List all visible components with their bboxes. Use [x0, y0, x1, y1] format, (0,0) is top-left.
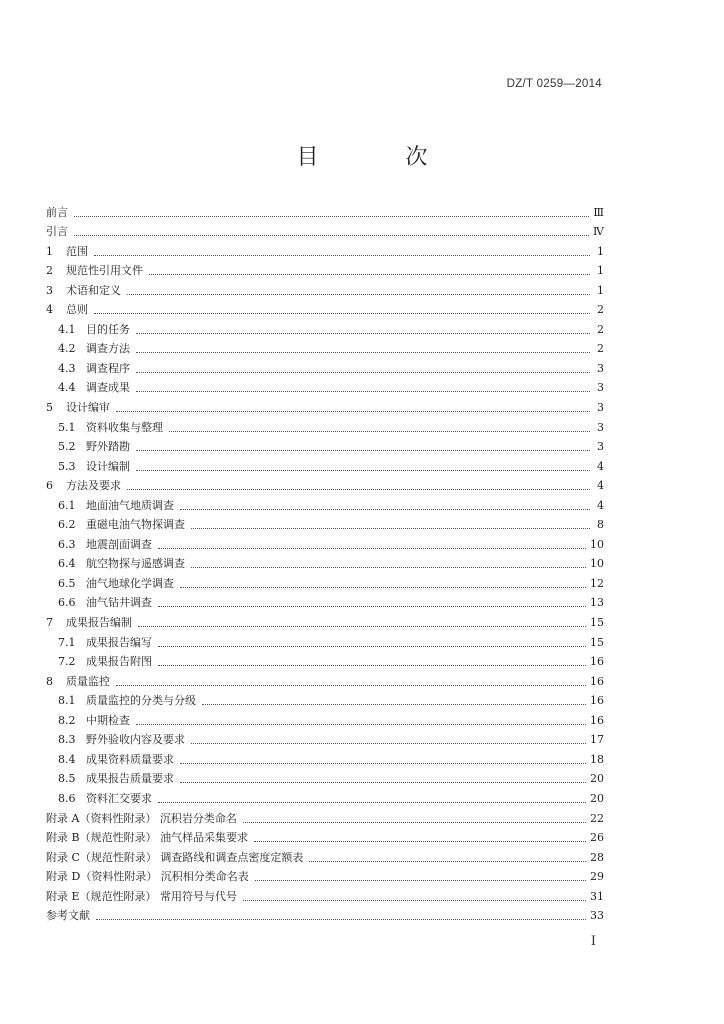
- toc-entry[interactable]: [46, 220, 604, 240]
- toc-entry-number: 6.5: [58, 576, 76, 590]
- toc-entry-title: 中期检查: [86, 713, 130, 727]
- dot-leader: [243, 900, 586, 901]
- toc-entry-page: 22: [590, 811, 604, 825]
- toc-entry-title: 成果报告质量要求: [86, 772, 174, 786]
- toc-entry-page: 31: [590, 889, 604, 903]
- dot-leader: [191, 567, 586, 568]
- toc-entry-page: 12: [590, 576, 604, 590]
- toc-entry[interactable]: [46, 708, 604, 728]
- toc-entry-page: 15: [590, 616, 604, 630]
- toc-entry-page: Ⅲ: [593, 205, 604, 219]
- toc-entry-number: 8.1: [58, 694, 76, 708]
- toc-entry-number: 5.1: [58, 420, 76, 434]
- toc-entry[interactable]: [46, 884, 604, 904]
- toc-entry-number: 4: [46, 303, 53, 317]
- toc-entry-page: 17: [590, 733, 604, 747]
- toc-entry[interactable]: [46, 669, 604, 689]
- dot-leader: [136, 450, 590, 451]
- toc-entry-title: 规范性引用文件: [66, 264, 143, 278]
- toc-entry-number: 4.3: [58, 361, 76, 375]
- toc-entry-page: 15: [590, 635, 604, 649]
- toc-entry-title: 范围: [66, 244, 88, 258]
- toc-entry-number: 8.6: [58, 791, 76, 805]
- toc-entry-page: 1: [597, 244, 604, 258]
- toc-entry[interactable]: [46, 493, 604, 513]
- toc-entry[interactable]: [46, 532, 604, 552]
- page-number: I: [590, 934, 596, 949]
- dot-leader: [136, 352, 590, 353]
- toc-entry-title: 成果资料质量要求: [86, 752, 174, 766]
- dot-leader: [116, 685, 586, 686]
- toc-entry[interactable]: [46, 513, 604, 533]
- toc-entry-page: 1: [597, 264, 604, 278]
- toc-entry-title: 术语和定义: [66, 283, 121, 297]
- toc-entry[interactable]: [46, 337, 604, 357]
- toc-entry[interactable]: [46, 239, 604, 259]
- toc-entry-title: 方法及要求: [66, 479, 121, 493]
- toc-entry-number: 8.2: [58, 713, 76, 727]
- dot-leader: [191, 743, 586, 744]
- toc-entry-title: 航空物探与遥感调查: [86, 557, 185, 571]
- toc-entry-page: Ⅳ: [593, 225, 604, 239]
- dot-leader: [136, 333, 590, 334]
- toc-entry-title: 油气地球化学调查: [86, 576, 174, 590]
- toc-entry-title: 目的任务: [86, 322, 130, 336]
- dot-leader: [136, 391, 590, 392]
- toc-entry-page: 13: [590, 596, 604, 610]
- toc-entry-number: 4.1: [58, 322, 76, 336]
- toc-entry-title: 成果报告编写: [86, 635, 152, 649]
- dot-leader: [138, 626, 586, 627]
- dot-leader: [180, 509, 590, 510]
- toc-entry-title: 附录 C（规范性附录） 调查路线和调查点密度定额表: [46, 850, 304, 864]
- dot-leader: [158, 665, 586, 666]
- toc-entry-title: 地震剖面调查: [86, 537, 152, 551]
- toc-entry-page: 20: [590, 772, 604, 786]
- toc-entry[interactable]: [46, 845, 604, 865]
- toc-entry[interactable]: [46, 826, 604, 846]
- toc-entry-title: 附录 B（规范性附录） 油气样品采集要求: [46, 831, 249, 845]
- toc-entry[interactable]: [46, 591, 604, 611]
- toc-entry[interactable]: [46, 454, 604, 474]
- dot-leader: [136, 372, 590, 373]
- toc-entry-number: 6.2: [58, 518, 76, 532]
- toc-entry[interactable]: [46, 689, 604, 709]
- dot-leader: [136, 724, 586, 725]
- toc-entry-page: 10: [590, 537, 604, 551]
- toc-entry[interactable]: [46, 747, 604, 767]
- toc-entry[interactable]: [46, 728, 604, 748]
- toc-entry-page: 20: [590, 791, 604, 805]
- toc-entry-number: 7.1: [58, 635, 76, 649]
- toc-entry-page: 26: [590, 831, 604, 845]
- toc-entry-page: 4: [597, 459, 604, 473]
- dot-leader: [158, 548, 586, 549]
- toc-entry-page: 3: [597, 440, 604, 454]
- toc-entry-title: 引言: [46, 225, 68, 239]
- toc-entry[interactable]: [46, 610, 604, 630]
- toc-entry-page: 8: [597, 518, 604, 532]
- toc-entry-number: 3: [46, 283, 53, 297]
- toc-entry-title: 油气钻井调查: [86, 596, 152, 610]
- toc-entry-number: 4.4: [58, 381, 76, 395]
- toc-entry[interactable]: [46, 317, 604, 337]
- toc-entry[interactable]: [46, 278, 604, 298]
- toc-entry[interactable]: [46, 650, 604, 670]
- toc-entry-number: 6.6: [58, 596, 76, 610]
- standard-code: DZ/T 0259—2014: [506, 78, 602, 90]
- toc-entry-page: 18: [590, 752, 604, 766]
- dot-leader: [94, 255, 590, 256]
- toc-entry-title: 野外踏勘: [86, 440, 130, 454]
- dot-leader: [74, 235, 589, 236]
- toc-entry-title: 地面油气地质调查: [86, 498, 174, 512]
- toc-entry[interactable]: [46, 571, 604, 591]
- toc-entry-number: 8: [46, 674, 53, 688]
- toc-entry-title: 附录 A（资料性附录） 沉积岩分类命名: [46, 811, 237, 825]
- toc-entry-number: 8.3: [58, 733, 76, 747]
- toc-entry[interactable]: [46, 767, 604, 787]
- dot-leader: [202, 704, 586, 705]
- toc-entry[interactable]: [46, 552, 604, 572]
- toc-entry-number: 5: [46, 401, 53, 415]
- toc-entry-number: 8.5: [58, 772, 76, 786]
- toc-entry-page: 16: [590, 713, 604, 727]
- dot-leader: [158, 646, 586, 647]
- toc-entry[interactable]: [46, 630, 604, 650]
- dot-leader: [180, 782, 586, 783]
- dot-leader: [74, 216, 589, 217]
- dot-leader: [158, 802, 586, 803]
- toc-entry-title: 成果报告编制: [66, 616, 132, 630]
- toc-entry-number: 8.4: [58, 752, 76, 766]
- toc-entry[interactable]: [46, 904, 604, 924]
- toc-entry-page: 3: [597, 361, 604, 375]
- toc-entry[interactable]: [46, 395, 604, 415]
- dot-leader: [254, 841, 586, 842]
- toc-entry-number: 1: [46, 244, 53, 258]
- toc-entry-page: 4: [597, 498, 604, 512]
- toc-entry[interactable]: [46, 435, 604, 455]
- dot-leader: [127, 294, 590, 295]
- toc-entry-number: 5.2: [58, 440, 76, 454]
- toc-entry-title: 调查成果: [86, 381, 130, 395]
- toc-entry-number: 6.1: [58, 498, 76, 512]
- toc-entry-title: 总则: [66, 303, 88, 317]
- toc-entry-page: 3: [597, 381, 604, 395]
- toc-entry-title: 调查方法: [86, 342, 130, 356]
- toc-entry-title: 调查程序: [86, 361, 130, 375]
- dot-leader: [180, 587, 586, 588]
- toc-entry[interactable]: [46, 806, 604, 826]
- toc-entry[interactable]: [46, 865, 604, 885]
- toc-entry[interactable]: [46, 786, 604, 806]
- dot-leader: [169, 431, 590, 432]
- toc-entry-title: 质量监控的分类与分级: [86, 694, 196, 708]
- dot-leader: [180, 763, 586, 764]
- toc-entry-number: 7: [46, 616, 53, 630]
- toc-entry-title: 设计编制: [86, 459, 130, 473]
- toc-entry-page: 16: [590, 694, 604, 708]
- toc-entry[interactable]: [46, 200, 604, 220]
- dot-leader: [255, 880, 586, 881]
- dot-leader: [158, 606, 586, 607]
- toc-entry[interactable]: [46, 259, 604, 279]
- toc-entry-title: 质量监控: [66, 674, 110, 688]
- toc-entry-page: 1: [597, 283, 604, 297]
- toc-entry-title: 附录 D（资料性附录） 沉积相分类命名表: [46, 870, 249, 884]
- dot-leader: [127, 489, 590, 490]
- toc-entry[interactable]: [46, 356, 604, 376]
- toc-entry-page: 3: [597, 401, 604, 415]
- dot-leader: [191, 528, 590, 529]
- dot-leader: [96, 919, 586, 920]
- toc-entry-number: 7.2: [58, 655, 76, 669]
- toc-entry-page: 4: [597, 479, 604, 493]
- dot-leader: [116, 411, 590, 412]
- toc-entry[interactable]: [46, 376, 604, 396]
- toc-entry-title: 成果报告附图: [86, 655, 152, 669]
- toc-entry[interactable]: [46, 415, 604, 435]
- dot-leader: [94, 313, 590, 314]
- toc-entry-page: 3: [597, 420, 604, 434]
- toc-entry-page: 16: [590, 674, 604, 688]
- toc-entry-number: 6: [46, 479, 53, 493]
- dot-leader: [136, 470, 590, 471]
- dot-leader: [309, 861, 586, 862]
- toc-entry-number: 5.3: [58, 459, 76, 473]
- dot-leader: [149, 274, 590, 275]
- toc-entry-title: 资料收集与整理: [86, 420, 163, 434]
- toc-entry-page: 2: [597, 303, 604, 317]
- toc-entry-number: 4.2: [58, 342, 76, 356]
- toc-entry-title: 附录 E（规范性附录） 常用符号与代号: [46, 889, 238, 903]
- toc-entry-title: 前言: [46, 205, 68, 219]
- toc-entry-title: 野外验收内容及要求: [86, 733, 185, 747]
- toc-entry-page: 28: [590, 850, 604, 864]
- toc-entry[interactable]: [46, 298, 604, 318]
- page-title: 目 次: [296, 145, 468, 170]
- toc-entry-title: 设计编审: [66, 401, 110, 415]
- toc-entry[interactable]: [46, 474, 604, 494]
- toc-entry-title: 参考文献: [46, 909, 90, 923]
- toc-entry-number: 6.3: [58, 537, 76, 551]
- toc-entry-page: 2: [597, 322, 604, 336]
- toc-entry-number: 2: [46, 264, 53, 278]
- dot-leader: [243, 822, 586, 823]
- toc-entry-page: 16: [590, 655, 604, 669]
- toc-entry-page: 33: [590, 909, 604, 923]
- toc-entry-page: 2: [597, 342, 604, 356]
- toc-entry-page: 10: [590, 557, 604, 571]
- toc-entry-title: 重磁电油气物探调查: [86, 518, 185, 532]
- table-of-contents: [46, 200, 604, 923]
- toc-entry-page: 29: [590, 870, 604, 884]
- toc-entry-number: 6.4: [58, 557, 76, 571]
- toc-entry-title: 资料汇交要求: [86, 791, 152, 805]
